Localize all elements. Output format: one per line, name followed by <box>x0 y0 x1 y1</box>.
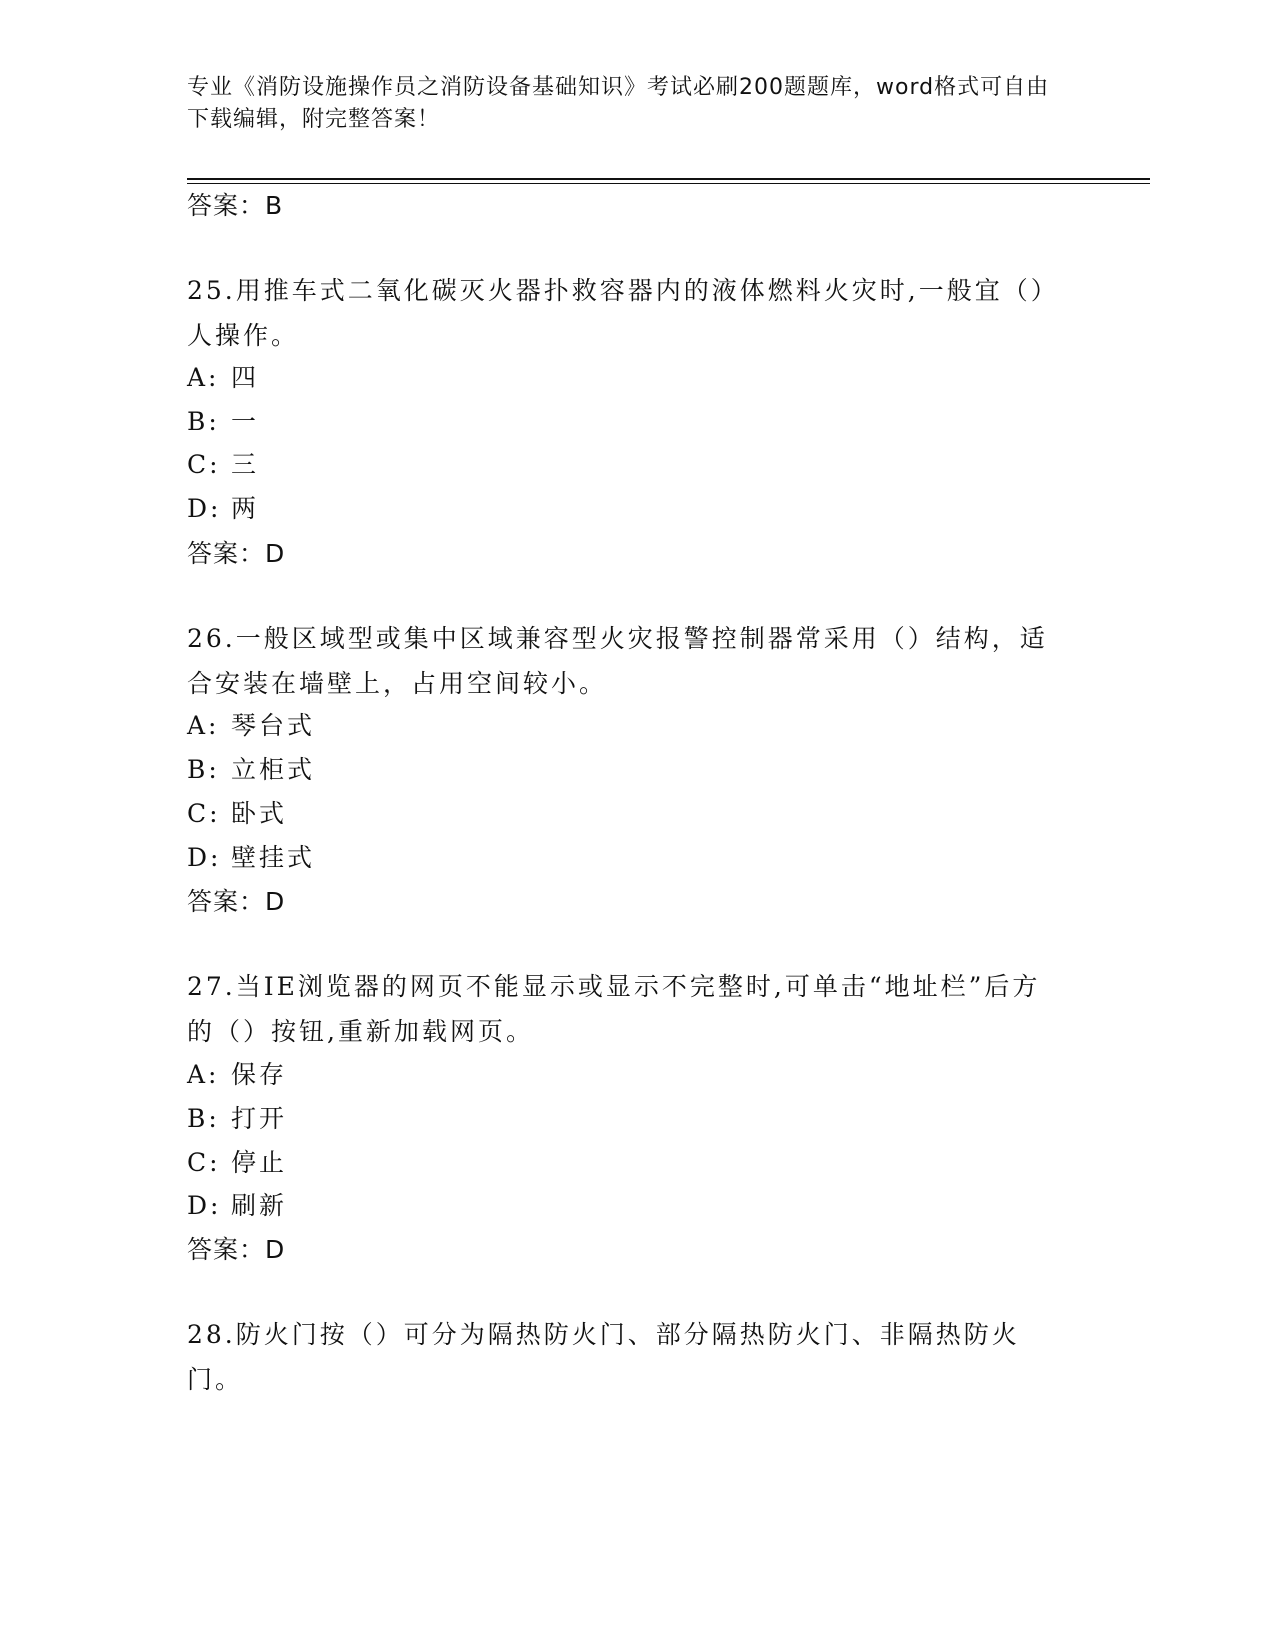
option-a <box>187 710 315 742</box>
question-text: 26.一般区域型或集中区域兼容型火灾报警控制器常采用（）结构，适合安装在墙壁上，占用空间较小。 <box>187 624 1048 698</box>
question-text: 25.用推车式二氧化碳灭火器扑救容器内的液体燃料火灾时,一般宜（）人操作。 <box>187 276 1059 350</box>
option-key: D: <box>187 1191 222 1220</box>
option-key: D: <box>187 494 222 523</box>
option-a <box>187 1059 287 1091</box>
question-text: 27.当IE浏览器的网页不能显示或显示不完整时,可单击“地址栏”后方的（）按钮,重新加载网页。 <box>187 972 1041 1046</box>
option-value: 琴台式 <box>231 711 316 740</box>
option-value: 立柜式 <box>231 755 316 784</box>
answer-24: 答案：B <box>187 191 284 220</box>
option-key: A: <box>187 363 220 392</box>
option-key: B: <box>187 407 220 436</box>
answer-26: 答案：D <box>187 887 286 916</box>
option-value: 壁挂式 <box>231 843 316 872</box>
question-28 <box>187 1312 1067 1402</box>
option-d <box>187 842 315 874</box>
option-value: 三 <box>231 450 260 479</box>
option-key: C: <box>187 799 221 828</box>
answer-25: 答案：D <box>187 539 286 568</box>
question-27 <box>187 964 1067 1054</box>
option-value: 打开 <box>231 1104 288 1133</box>
answer-27: 答案：D <box>187 1235 286 1264</box>
option-d <box>187 1190 287 1222</box>
option-a <box>187 362 259 394</box>
option-d <box>187 493 259 525</box>
option-key: A: <box>187 711 220 740</box>
option-value: 卧式 <box>231 799 288 828</box>
document-header: 专业《消防设施操作员之消防设备基础知识》考试必刷200题题库，word格式可自由下载编辑，附完整答案！ <box>187 75 1050 132</box>
option-key: A: <box>187 1060 220 1089</box>
option-key: B: <box>187 1104 220 1133</box>
option-value: 两 <box>231 494 260 523</box>
option-b <box>187 1103 287 1135</box>
option-key: C: <box>187 1148 221 1177</box>
option-value: 四 <box>231 363 260 392</box>
header-rule-thick <box>187 178 1150 180</box>
option-key: B: <box>187 755 220 784</box>
option-value: 刷新 <box>231 1191 288 1220</box>
question-text: 28.防火门按（）可分为隔热防火门、部分隔热防火门、非隔热防火门。 <box>187 1320 1020 1394</box>
option-value: 停止 <box>231 1148 288 1177</box>
option-value: 一 <box>231 407 260 436</box>
option-b <box>187 754 315 786</box>
option-c <box>187 449 259 481</box>
option-c <box>187 1147 287 1179</box>
option-key: C: <box>187 450 221 479</box>
option-key: D: <box>187 843 222 872</box>
question-26 <box>187 616 1067 706</box>
option-b <box>187 406 259 438</box>
header-rule-thin <box>187 183 1150 184</box>
option-value: 保存 <box>231 1060 288 1089</box>
option-c <box>187 798 287 830</box>
question-25 <box>187 268 1067 358</box>
